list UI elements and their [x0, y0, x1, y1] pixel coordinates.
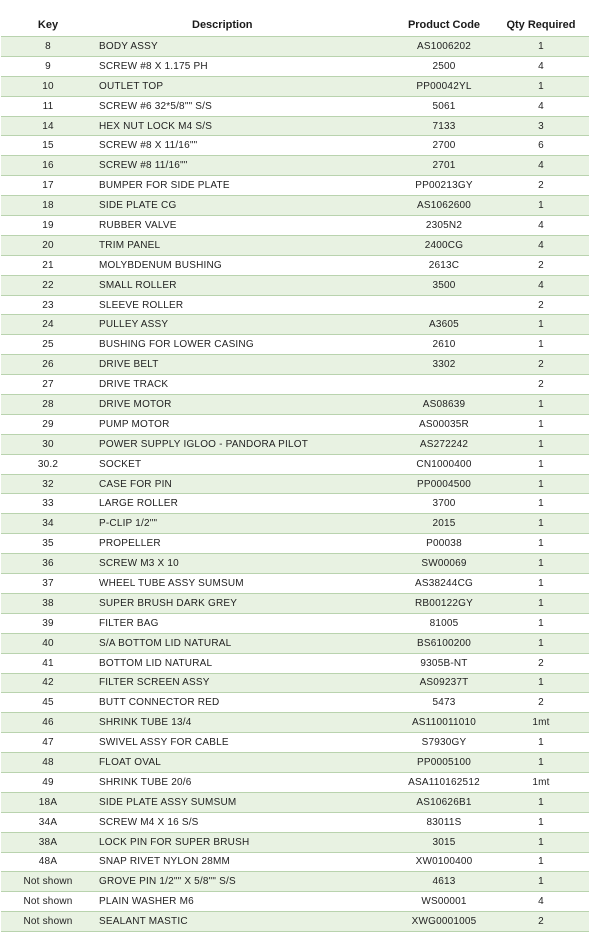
cell-qty: 1: [493, 315, 589, 335]
header-row: [1, 14, 589, 37]
cell-description: SHRINK TUBE 13/4: [95, 713, 395, 733]
cell-key: 45: [1, 693, 95, 713]
cell-description: LOCK PIN FOR SUPER BRUSH: [95, 832, 395, 852]
cell-qty: 1: [493, 76, 589, 96]
cell-description: SWIVEL ASSY FOR CABLE: [95, 733, 395, 753]
cell-qty: 1: [493, 474, 589, 494]
cell-qty: 1: [493, 633, 589, 653]
cell-qty: 1: [493, 872, 589, 892]
cell-product-code: AS10626B1: [395, 792, 493, 812]
table-row: [1, 633, 589, 653]
cell-product-code: 2610: [395, 335, 493, 355]
cell-key: 34A: [1, 812, 95, 832]
table-row: [1, 693, 589, 713]
cell-product-code: 2305N2: [395, 216, 493, 236]
cell-key: 9: [1, 56, 95, 76]
cell-key: 36: [1, 554, 95, 574]
cell-product-code: A3605: [395, 315, 493, 335]
table-row: [1, 136, 589, 156]
table-row: [1, 275, 589, 295]
cell-qty: 1: [493, 514, 589, 534]
cell-product-code: [395, 295, 493, 315]
cell-product-code: 2613C: [395, 255, 493, 275]
cell-key: 41: [1, 653, 95, 673]
cell-product-code: BS6100200: [395, 633, 493, 653]
cell-description: HEX NUT LOCK M4 S/S: [95, 116, 395, 136]
cell-product-code: AS272242: [395, 434, 493, 454]
cell-qty: 1: [493, 852, 589, 872]
cell-description: PULLEY ASSY: [95, 315, 395, 335]
cell-key: Not shown: [1, 912, 95, 932]
table-row: [1, 37, 589, 57]
cell-description: SCREW M3 X 10: [95, 554, 395, 574]
cell-product-code: 7133: [395, 116, 493, 136]
cell-product-code: 3700: [395, 494, 493, 514]
cell-product-code: WS00001: [395, 892, 493, 912]
cell-key: 30.2: [1, 454, 95, 474]
cell-qty: 2: [493, 255, 589, 275]
cell-description: SIDE PLATE ASSY SUMSUM: [95, 792, 395, 812]
table-row: [1, 196, 589, 216]
cell-key: 49: [1, 772, 95, 792]
table-row: [1, 96, 589, 116]
table-row: [1, 792, 589, 812]
cell-description: BODY ASSY: [95, 37, 395, 57]
table-row: [1, 434, 589, 454]
table-row: [1, 892, 589, 912]
cell-key: 37: [1, 574, 95, 594]
cell-product-code: 81005: [395, 613, 493, 633]
cell-qty: 4: [493, 235, 589, 255]
cell-description: BUTT CONNECTOR RED: [95, 693, 395, 713]
cell-key: 28: [1, 395, 95, 415]
cell-qty: 3: [493, 116, 589, 136]
table-row: [1, 852, 589, 872]
cell-product-code: PP00042YL: [395, 76, 493, 96]
cell-description: TRIM PANEL: [95, 235, 395, 255]
table-row: [1, 593, 589, 613]
table-row: [1, 255, 589, 275]
cell-qty: 2: [493, 375, 589, 395]
cell-product-code: AS38244CG: [395, 574, 493, 594]
cell-product-code: 2700: [395, 136, 493, 156]
cell-description: BUMPER FOR SIDE PLATE: [95, 176, 395, 196]
cell-product-code: 3302: [395, 355, 493, 375]
cell-product-code: 5473: [395, 693, 493, 713]
cell-description: S/A BOTTOM LID NATURAL: [95, 633, 395, 653]
cell-description: SNAP RIVET NYLON 28MM: [95, 852, 395, 872]
table-row: [1, 673, 589, 693]
cell-qty: 1: [493, 454, 589, 474]
cell-key: 26: [1, 355, 95, 375]
cell-description: FILTER SCREEN ASSY: [95, 673, 395, 693]
table-row: [1, 653, 589, 673]
cell-qty: 1: [493, 593, 589, 613]
cell-product-code: 2400CG: [395, 235, 493, 255]
cell-key: 35: [1, 534, 95, 554]
cell-key: 33: [1, 494, 95, 514]
table-row: [1, 156, 589, 176]
cell-key: 30: [1, 434, 95, 454]
cell-description: P-CLIP 1/2"": [95, 514, 395, 534]
table-row: [1, 872, 589, 892]
cell-key: 27: [1, 375, 95, 395]
cell-description: SCREW #8 11/16"": [95, 156, 395, 176]
cell-key: 14: [1, 116, 95, 136]
cell-description: SCREW M4 X 16 S/S: [95, 812, 395, 832]
cell-key: 46: [1, 713, 95, 733]
cell-key: 18: [1, 196, 95, 216]
cell-key: 24: [1, 315, 95, 335]
cell-description: PROPELLER: [95, 534, 395, 554]
cell-product-code: 9305B-NT: [395, 653, 493, 673]
cell-qty: 2: [493, 912, 589, 932]
table-body: [1, 37, 589, 932]
cell-qty: 4: [493, 96, 589, 116]
cell-description: WHEEL TUBE ASSY SUMSUM: [95, 574, 395, 594]
cell-key: 15: [1, 136, 95, 156]
cell-key: 38: [1, 593, 95, 613]
cell-qty: 1: [493, 534, 589, 554]
table-row: [1, 235, 589, 255]
header-key: Key: [37, 19, 59, 31]
cell-description: DRIVE BELT: [95, 355, 395, 375]
cell-qty: 4: [493, 275, 589, 295]
cell-key: 47: [1, 733, 95, 753]
cell-qty: 1: [493, 434, 589, 454]
cell-key: 48A: [1, 852, 95, 872]
cell-description: PUMP MOTOR: [95, 414, 395, 434]
cell-description: SUPER BRUSH DARK GREY: [95, 593, 395, 613]
cell-qty: 4: [493, 216, 589, 236]
table-row: [1, 753, 589, 773]
table-row: [1, 713, 589, 733]
table-row: [1, 474, 589, 494]
cell-key: 32: [1, 474, 95, 494]
cell-key: 10: [1, 76, 95, 96]
table-row: [1, 534, 589, 554]
cell-description: SLEEVE ROLLER: [95, 295, 395, 315]
cell-product-code: CN1000400: [395, 454, 493, 474]
cell-product-code: 4613: [395, 872, 493, 892]
cell-description: SCREW #8 X 11/16"": [95, 136, 395, 156]
cell-qty: 1: [493, 574, 589, 594]
table-row: [1, 355, 589, 375]
cell-product-code: XW0100400: [395, 852, 493, 872]
cell-product-code: AS08639: [395, 395, 493, 415]
cell-key: 42: [1, 673, 95, 693]
table-row: [1, 912, 589, 932]
table-row: [1, 335, 589, 355]
cell-qty: 1: [493, 673, 589, 693]
table-row: [1, 176, 589, 196]
cell-key: 23: [1, 295, 95, 315]
header-product-code: Product Code: [407, 19, 481, 31]
cell-product-code: AS1006202: [395, 37, 493, 57]
cell-product-code: RB00122GY: [395, 593, 493, 613]
cell-key: 19: [1, 216, 95, 236]
cell-product-code: 83011S: [395, 812, 493, 832]
cell-product-code: [395, 375, 493, 395]
table-row: [1, 295, 589, 315]
cell-product-code: PP0004500: [395, 474, 493, 494]
cell-product-code: XWG0001005: [395, 912, 493, 932]
table-row: [1, 216, 589, 236]
cell-qty: 1mt: [493, 772, 589, 792]
cell-description: SHRINK TUBE 20/6: [95, 772, 395, 792]
table-row: [1, 116, 589, 136]
table-row: [1, 56, 589, 76]
cell-description: BOTTOM LID NATURAL: [95, 653, 395, 673]
cell-key: 16: [1, 156, 95, 176]
table-row: [1, 76, 589, 96]
cell-description: SCREW #6 32*5/8"" S/S: [95, 96, 395, 116]
cell-key: 21: [1, 255, 95, 275]
table-row: [1, 832, 589, 852]
cell-description: SEALANT MASTIC: [95, 912, 395, 932]
cell-description: DRIVE TRACK: [95, 375, 395, 395]
cell-product-code: 2500: [395, 56, 493, 76]
cell-qty: 1: [493, 812, 589, 832]
cell-qty: 1: [493, 554, 589, 574]
table-row: [1, 574, 589, 594]
cell-key: 39: [1, 613, 95, 633]
cell-key: 48: [1, 753, 95, 773]
cell-key: 25: [1, 335, 95, 355]
table-row: [1, 514, 589, 534]
table-row: [1, 554, 589, 574]
cell-qty: 2: [493, 176, 589, 196]
cell-qty: 1: [493, 832, 589, 852]
cell-qty: 2: [493, 295, 589, 315]
cell-key: Not shown: [1, 892, 95, 912]
table-row: [1, 772, 589, 792]
cell-qty: 2: [493, 653, 589, 673]
cell-qty: 1: [493, 753, 589, 773]
cell-description: CASE FOR PIN: [95, 474, 395, 494]
cell-qty: 6: [493, 136, 589, 156]
table-row: [1, 414, 589, 434]
header-qty-required: Qty Required: [506, 19, 576, 31]
header-description: Description: [192, 19, 253, 31]
cell-description: SCREW #8 X 1.175 PH: [95, 56, 395, 76]
cell-product-code: SW00069: [395, 554, 493, 574]
cell-description: FLOAT OVAL: [95, 753, 395, 773]
cell-description: SIDE PLATE CG: [95, 196, 395, 216]
table-header: [1, 14, 589, 37]
cell-key: 8: [1, 37, 95, 57]
cell-qty: 1: [493, 494, 589, 514]
cell-qty: 2: [493, 355, 589, 375]
cell-product-code: AS1062600: [395, 196, 493, 216]
cell-product-code: PP00213GY: [395, 176, 493, 196]
cell-product-code: S7930GY: [395, 733, 493, 753]
cell-qty: 1: [493, 414, 589, 434]
table-row: [1, 812, 589, 832]
cell-description: FILTER BAG: [95, 613, 395, 633]
cell-description: BUSHING FOR LOWER CASING: [95, 335, 395, 355]
cell-qty: 1: [493, 395, 589, 415]
cell-qty: 1mt: [493, 713, 589, 733]
cell-description: DRIVE MOTOR: [95, 395, 395, 415]
cell-product-code: P00038: [395, 534, 493, 554]
cell-description: SMALL ROLLER: [95, 275, 395, 295]
cell-qty: 1: [493, 196, 589, 216]
cell-key: 38A: [1, 832, 95, 852]
cell-description: OUTLET TOP: [95, 76, 395, 96]
cell-description: MOLYBDENUM BUSHING: [95, 255, 395, 275]
table-row: [1, 733, 589, 753]
cell-qty: 1: [493, 792, 589, 812]
cell-description: RUBBER VALVE: [95, 216, 395, 236]
cell-key: 18A: [1, 792, 95, 812]
cell-key: 29: [1, 414, 95, 434]
cell-product-code: 2701: [395, 156, 493, 176]
cell-description: GROVE PIN 1/2"" X 5/8"" S/S: [95, 872, 395, 892]
cell-product-code: 2015: [395, 514, 493, 534]
table-row: [1, 613, 589, 633]
cell-qty: 1: [493, 335, 589, 355]
cell-description: LARGE ROLLER: [95, 494, 395, 514]
cell-key: 34: [1, 514, 95, 534]
cell-key: 11: [1, 96, 95, 116]
cell-key: 20: [1, 235, 95, 255]
table-row: [1, 395, 589, 415]
table-row: [1, 315, 589, 335]
cell-qty: 4: [493, 56, 589, 76]
cell-qty: 2: [493, 693, 589, 713]
cell-product-code: ASA110162512: [395, 772, 493, 792]
table-row: [1, 454, 589, 474]
cell-key: 17: [1, 176, 95, 196]
cell-qty: 1: [493, 733, 589, 753]
cell-qty: 4: [493, 156, 589, 176]
table-row: [1, 494, 589, 514]
cell-key: Not shown: [1, 872, 95, 892]
cell-qty: 4: [493, 892, 589, 912]
cell-key: 22: [1, 275, 95, 295]
cell-description: POWER SUPPLY IGLOO - PANDORA PILOT: [95, 434, 395, 454]
cell-key: 40: [1, 633, 95, 653]
cell-description: SOCKET: [95, 454, 395, 474]
cell-product-code: AS09237T: [395, 673, 493, 693]
table-row: [1, 375, 589, 395]
cell-product-code: 3500: [395, 275, 493, 295]
cell-product-code: PP0005100: [395, 753, 493, 773]
cell-qty: 1: [493, 37, 589, 57]
cell-product-code: AS110011010: [395, 713, 493, 733]
cell-product-code: 3015: [395, 832, 493, 852]
parts-table: [1, 14, 589, 932]
cell-product-code: AS00035R: [395, 414, 493, 434]
cell-product-code: 5061: [395, 96, 493, 116]
cell-qty: 1: [493, 613, 589, 633]
cell-description: PLAIN WASHER M6: [95, 892, 395, 912]
